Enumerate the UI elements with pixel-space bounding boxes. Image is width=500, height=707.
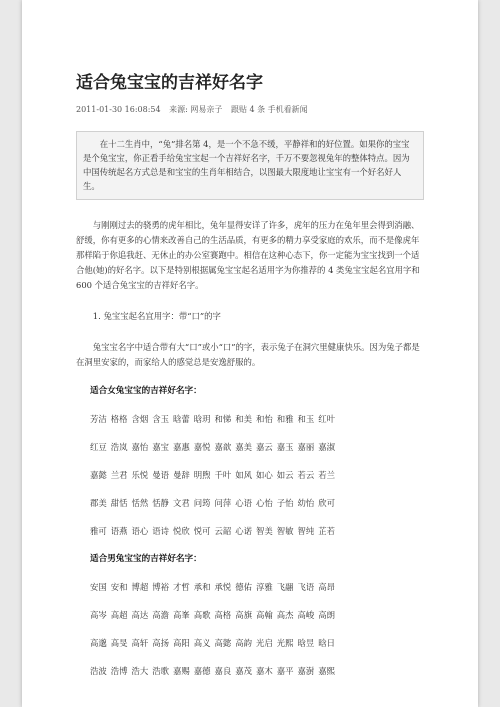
name-item: 安和: [110, 582, 128, 592]
name-item: 高义: [193, 638, 211, 648]
name-item: 芷若: [318, 526, 335, 536]
name-item: 如风: [235, 470, 252, 480]
name-item: 乐悦: [131, 470, 149, 480]
name-item: 光启: [256, 638, 273, 648]
name-item: 心诺: [235, 526, 252, 536]
article-title: 适合兔宝宝的吉祥好名字: [76, 73, 263, 93]
name-item: 恬然: [131, 498, 149, 508]
name-item: 浩波: [90, 666, 107, 676]
name-item: 智纯: [297, 526, 315, 536]
name-item: 晗蕾: [173, 414, 190, 424]
intro-paragraph: 与刚刚过去的骁勇的虎年相比，兔年显得安详了许多，虎年的压力在兔年里会得到消融、舒缓，你有更多的心情来改善自己的生活品质，有更多的精力享受家庭的欢乐，而不是像虎年那样陷于你追我赶、无休止的办公室赛跑中。相信在这种心态下，你一定能为宝宝找到一个适合他(她)的好名字。以下是特别根据属兔宝宝起名适用字为你推荐的 4 类兔宝宝起名宜用字和 600 个适合兔宝宝的吉祥好名字。: [76, 220, 420, 290]
name-item: 高峯: [173, 610, 190, 620]
name-row: [90, 412, 424, 426]
name-item: 红豆: [90, 442, 107, 452]
name-item: 含玉: [152, 414, 169, 424]
name-item: 心怡: [256, 498, 273, 508]
article-meta: [76, 104, 424, 115]
name-item: 若兰: [318, 470, 335, 480]
name-item: 嘉德: [193, 666, 211, 676]
document-page: [22, 0, 478, 707]
name-item: 高朗: [318, 610, 335, 620]
name-item: 问筠: [193, 498, 211, 508]
source-label[interactable]: 来源: 网易亲子: [169, 105, 223, 114]
summary-box: [76, 131, 424, 200]
name-item: 嘉悦: [193, 442, 211, 452]
name-item: 高扬: [152, 638, 169, 648]
name-item: 承悦: [214, 582, 232, 592]
summary-text: 在十二生肖中，“兔”排名第 4，是一个不急不缓，平静祥和的好位置。如果你的宝宝是个兔宝宝，你正看手给兔宝宝起一个吉祥好名字，千万不要忽视兔年的整体特点。因为中国传统起名方式总是和宝宝的生肖年相结合，以图最大限度地让宝宝有一个好名好人生。: [83, 139, 410, 191]
name-item: 嘉赐: [173, 666, 190, 676]
name-row: [90, 580, 424, 594]
name-item: 心语: [235, 498, 252, 508]
name-item: 格格: [110, 414, 128, 424]
publish-datetime: 2011-01-30 16:08:54: [76, 105, 161, 114]
name-item: 高旗: [235, 610, 252, 620]
name-item: 浩歌: [152, 666, 169, 676]
name-item: 嘉歆: [214, 442, 232, 452]
name-item: 智敏: [276, 526, 294, 536]
name-item: 高昂: [318, 582, 335, 592]
name-item: 高岑: [90, 610, 107, 620]
name-item: 嘉良: [214, 666, 232, 676]
name-item: 晗日: [318, 638, 335, 648]
name-item: 嘉宝: [152, 442, 169, 452]
name-item: 曼语: [152, 470, 169, 480]
name-item: 嘉怡: [131, 442, 149, 452]
name-item: 浩博: [110, 666, 128, 676]
name-item: 语诗: [152, 526, 169, 536]
name-item: 德佑: [235, 582, 252, 592]
name-item: 高旻: [110, 638, 128, 648]
name-item: 悦欣: [173, 526, 190, 536]
name-item: 红叶: [318, 414, 335, 424]
name-item: 高超: [110, 610, 128, 620]
name-item: 子怡: [276, 498, 294, 508]
name-item: 如心: [256, 470, 273, 480]
name-item: 嘉玉: [276, 442, 294, 452]
name-item: 嘉熙: [318, 666, 335, 676]
name-item: 悦可: [193, 526, 211, 536]
name-item: 高杰: [276, 610, 294, 620]
name-item: 嘉木: [256, 666, 273, 676]
name-item: 浩岚: [110, 442, 128, 452]
name-item: 和美: [235, 414, 252, 424]
name-item: 和玉: [297, 414, 315, 424]
name-item: 高轩: [131, 638, 149, 648]
name-item: 如云: [276, 470, 294, 480]
section1-paragraph: 兔宝宝名字中适合带有大“口”或小“口”的字，表示兔子在洞穴里健康快乐。因为兔子都是在洞里安家的，而家给人的感觉总是安逸舒服的。: [76, 342, 420, 367]
name-row: [90, 664, 424, 678]
name-item: 嘉美: [235, 442, 252, 452]
boys-names-list: [76, 580, 424, 678]
name-item: 云韶: [214, 526, 232, 536]
name-item: 才哲: [173, 582, 190, 592]
name-item: 甜恬: [110, 498, 128, 508]
name-row: [90, 468, 424, 482]
name-item: 高邈: [90, 638, 107, 648]
name-item: 雅可: [90, 526, 107, 536]
boys-names-heading: 适合男兔宝宝的吉祥好名字：: [90, 554, 202, 564]
name-item: 光熙: [276, 638, 294, 648]
name-item: 高峻: [297, 610, 315, 620]
name-item: 智美: [256, 526, 273, 536]
name-item: 兰君: [110, 470, 128, 480]
name-item: 郡美: [90, 498, 107, 508]
name-item: 恬静: [152, 498, 169, 508]
name-item: 语心: [131, 526, 149, 536]
name-item: 幼怡: [297, 498, 315, 508]
name-item: 若云: [297, 470, 315, 480]
name-item: 承和: [193, 582, 211, 592]
name-item: 高懿: [214, 638, 232, 648]
name-item: 和怡: [256, 414, 273, 424]
name-item: 嘉淑: [318, 442, 335, 452]
name-row: [90, 440, 424, 454]
name-item: 博超: [131, 582, 149, 592]
name-item: 曼辞: [173, 470, 190, 480]
name-item: 欣可: [318, 498, 335, 508]
name-row: [90, 496, 424, 510]
follow-comments-link[interactable]: 跟贴 4 条 手机看新闻: [230, 105, 308, 114]
name-item: 飞语: [297, 582, 315, 592]
name-item: 高格: [214, 610, 232, 620]
name-item: 语燕: [110, 526, 128, 536]
name-item: 嘉丽: [297, 442, 315, 452]
girls-names-list: [76, 412, 424, 538]
name-item: 和雅: [276, 414, 294, 424]
name-item: 浩大: [131, 666, 149, 676]
name-item: 高歌: [193, 610, 211, 620]
name-item: 安国: [90, 582, 107, 592]
name-item: 千叶: [214, 470, 232, 480]
name-item: 嘉茂: [235, 666, 252, 676]
name-item: 嘉云: [256, 442, 273, 452]
name-item: 淳雅: [256, 582, 273, 592]
name-item: 高达: [131, 610, 149, 620]
name-row: [90, 608, 424, 622]
name-item: 含烟: [131, 414, 149, 424]
name-item: 飞翮: [276, 582, 294, 592]
name-item: 高翰: [256, 610, 273, 620]
name-item: 问萍: [214, 498, 232, 508]
name-item: 芳洁: [90, 414, 107, 424]
name-item: 嘉澍: [297, 666, 315, 676]
name-row: [90, 636, 424, 650]
article: [76, 72, 424, 678]
name-item: 嘉平: [276, 666, 294, 676]
name-item: 高韵: [235, 638, 252, 648]
name-item: 文君: [173, 498, 190, 508]
name-row: [90, 524, 424, 538]
name-item: 高阳: [173, 638, 190, 648]
name-item: 和悌: [214, 414, 232, 424]
name-item: 晗昱: [297, 638, 315, 648]
name-item: 明煦: [193, 470, 211, 480]
name-item: 嘉惠: [173, 442, 190, 452]
girls-names-heading: 适合女兔宝宝的吉祥好名字：: [90, 386, 202, 396]
name-item: 嘉懿: [90, 470, 107, 480]
section1-heading: 1. 兔宝宝起名宜用字：带“口”的字: [92, 311, 221, 321]
name-item: 博裕: [152, 582, 169, 592]
name-item: 晗玥: [193, 414, 211, 424]
name-item: 高澹: [152, 610, 169, 620]
